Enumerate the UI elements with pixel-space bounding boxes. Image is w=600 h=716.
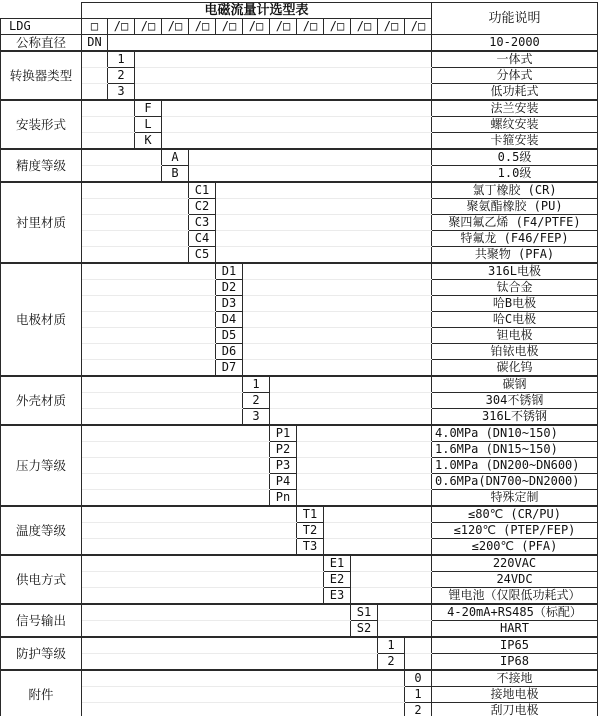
option-code: D4 xyxy=(216,312,243,328)
option-desc: ≤120℃ (PTEP/FEP) xyxy=(432,523,598,539)
filler-cell xyxy=(297,425,432,442)
option-code: P2 xyxy=(270,442,297,458)
option-desc: 螺纹安装 xyxy=(432,117,598,133)
option-desc: 特氟龙 (F46/FEP) xyxy=(432,231,598,247)
category-label: 防护等级 xyxy=(1,637,82,670)
table-title: 电磁流量计选型表 xyxy=(82,3,432,19)
filler-cell xyxy=(82,588,324,605)
option-code: 3 xyxy=(108,84,135,101)
filler-cell xyxy=(270,409,432,426)
option-code: E3 xyxy=(324,588,351,605)
option-desc: ≤80℃ (CR/PU) xyxy=(432,506,598,523)
filler-cell xyxy=(243,360,432,377)
option-code: 0 xyxy=(405,670,432,687)
corner-blank xyxy=(1,3,82,19)
filler-cell xyxy=(243,263,432,280)
filler-cell xyxy=(82,490,270,507)
filler-cell xyxy=(82,523,297,539)
filler-cell xyxy=(82,637,378,654)
option-desc: 聚氨酯橡胶 (PU) xyxy=(432,199,598,215)
filler-cell xyxy=(324,523,432,539)
category-label: 供电方式 xyxy=(1,555,82,604)
option-desc: 316L电极 xyxy=(432,263,598,280)
filler-cell xyxy=(82,687,405,703)
category-label: 温度等级 xyxy=(1,506,82,555)
option-code: E2 xyxy=(324,572,351,588)
filler-cell xyxy=(82,166,162,183)
option-desc: 一体式 xyxy=(432,51,598,68)
filler-cell xyxy=(82,263,216,280)
filler-cell xyxy=(297,442,432,458)
option-code: 2 xyxy=(243,393,270,409)
model-slot: /□ xyxy=(216,19,243,35)
filler-cell xyxy=(82,296,216,312)
option-code: P1 xyxy=(270,425,297,442)
diameter-desc: 10-2000 xyxy=(432,35,598,52)
filler-cell xyxy=(324,539,432,556)
model-slot: /□ xyxy=(405,19,432,35)
filler-cell xyxy=(108,35,432,52)
filler-cell xyxy=(378,621,432,638)
option-code: K xyxy=(135,133,162,150)
filler-cell xyxy=(82,51,108,68)
option-code: E1 xyxy=(324,555,351,572)
option-desc: 0.6MPa(DN700~DN2000) xyxy=(432,474,598,490)
filler-cell xyxy=(82,215,189,231)
filler-cell xyxy=(82,84,108,101)
option-desc: IP65 xyxy=(432,637,598,654)
option-desc: HART xyxy=(432,621,598,638)
filler-cell xyxy=(82,654,378,671)
option-desc: 0.5级 xyxy=(432,149,598,166)
model-slot: /□ xyxy=(162,19,189,35)
filler-cell xyxy=(162,100,432,117)
option-desc: 铂铱电极 xyxy=(432,344,598,360)
option-code: L xyxy=(135,117,162,133)
filler-cell xyxy=(297,474,432,490)
filler-cell xyxy=(405,637,432,654)
option-desc: 哈C电极 xyxy=(432,312,598,328)
option-code: S1 xyxy=(351,604,378,621)
option-code: P4 xyxy=(270,474,297,490)
option-code: T3 xyxy=(297,539,324,556)
function-column-header: 功能说明 xyxy=(432,3,598,35)
option-desc: 不接地 xyxy=(432,670,598,687)
filler-cell xyxy=(243,296,432,312)
option-code: 1 xyxy=(405,687,432,703)
model-slot: /□ xyxy=(351,19,378,35)
option-desc: 4-20mA+RS485（标配） xyxy=(432,604,598,621)
filler-cell xyxy=(216,247,432,264)
option-code: C4 xyxy=(189,231,216,247)
filler-cell xyxy=(216,231,432,247)
category-label: 精度等级 xyxy=(1,149,82,182)
option-desc: 共聚物 (PFA) xyxy=(432,247,598,264)
filler-cell xyxy=(324,506,432,523)
option-desc: 钽电极 xyxy=(432,328,598,344)
option-desc: 钛合金 xyxy=(432,280,598,296)
filler-cell xyxy=(82,409,243,426)
option-code: 1 xyxy=(108,51,135,68)
filler-cell xyxy=(135,68,432,84)
model-slot: /□ xyxy=(324,19,351,35)
filler-cell xyxy=(243,328,432,344)
filler-cell xyxy=(82,474,270,490)
option-desc: 接地电极 xyxy=(432,687,598,703)
filler-cell xyxy=(135,51,432,68)
model-slot: /□ xyxy=(243,19,270,35)
option-code: 2 xyxy=(378,654,405,671)
option-code: D1 xyxy=(216,263,243,280)
option-desc: ≤200℃ (PFA) xyxy=(432,539,598,556)
filler-cell xyxy=(82,344,216,360)
filler-cell xyxy=(82,280,216,296)
category-label: 安装形式 xyxy=(1,100,82,149)
option-desc: 碳钢 xyxy=(432,376,598,393)
model-slot: /□ xyxy=(378,19,405,35)
option-code: 1 xyxy=(378,637,405,654)
option-code: C2 xyxy=(189,199,216,215)
filler-cell xyxy=(351,572,432,588)
filler-cell xyxy=(82,199,189,215)
filler-cell xyxy=(82,703,405,716)
option-code: A xyxy=(162,149,189,166)
filler-cell xyxy=(351,588,432,605)
filler-cell xyxy=(378,604,432,621)
filler-cell xyxy=(82,442,270,458)
filler-cell xyxy=(135,84,432,101)
option-desc: 1.0级 xyxy=(432,166,598,183)
filler-cell xyxy=(243,344,432,360)
option-code: D2 xyxy=(216,280,243,296)
diameter-code: DN xyxy=(82,35,108,52)
option-desc: 聚四氟乙烯 (F4/PTFE) xyxy=(432,215,598,231)
model-prefix: LDG xyxy=(1,19,82,35)
model-slot: /□ xyxy=(189,19,216,35)
filler-cell xyxy=(82,100,135,117)
filler-cell xyxy=(243,280,432,296)
option-code: T2 xyxy=(297,523,324,539)
option-desc: 卡箍安装 xyxy=(432,133,598,150)
option-desc: 哈B电极 xyxy=(432,296,598,312)
selection-table xyxy=(0,2,598,716)
option-code: 2 xyxy=(108,68,135,84)
option-code: S2 xyxy=(351,621,378,638)
filler-cell xyxy=(82,133,135,150)
option-desc: 1.0MPa (DN200~DN600) xyxy=(432,458,598,474)
option-code: C3 xyxy=(189,215,216,231)
option-desc: 304不锈钢 xyxy=(432,393,598,409)
filler-cell xyxy=(82,247,189,264)
option-desc: 1.6MPa (DN15~150) xyxy=(432,442,598,458)
model-slot: /□ xyxy=(270,19,297,35)
option-desc: 特殊定制 xyxy=(432,490,598,507)
filler-cell xyxy=(270,376,432,393)
category-label: 信号输出 xyxy=(1,604,82,637)
filler-cell xyxy=(82,621,351,638)
option-desc: 刮刀电极 xyxy=(432,703,598,716)
filler-cell xyxy=(82,149,162,166)
option-code: 3 xyxy=(243,409,270,426)
option-code: 2 xyxy=(405,703,432,716)
filler-cell xyxy=(82,539,297,556)
filler-cell xyxy=(270,393,432,409)
option-code: Pn xyxy=(270,490,297,507)
option-code: P3 xyxy=(270,458,297,474)
option-desc: 锂电池（仅限低功耗式） xyxy=(432,588,598,605)
option-code: T1 xyxy=(297,506,324,523)
filler-cell xyxy=(243,312,432,328)
option-desc: 分体式 xyxy=(432,68,598,84)
category-label: 压力等级 xyxy=(1,425,82,506)
category-label: 衬里材质 xyxy=(1,182,82,263)
filler-cell xyxy=(216,199,432,215)
model-slot: /□ xyxy=(297,19,324,35)
category-label: 附件 xyxy=(1,670,82,716)
filler-cell xyxy=(405,654,432,671)
category-label: 转换器类型 xyxy=(1,51,82,100)
filler-cell xyxy=(82,328,216,344)
option-desc: 碳化钨 xyxy=(432,360,598,377)
option-desc: 24VDC xyxy=(432,572,598,588)
filler-cell xyxy=(82,670,405,687)
filler-cell xyxy=(162,117,432,133)
filler-cell xyxy=(351,555,432,572)
diameter-label: 公称直径 xyxy=(1,35,82,52)
filler-cell xyxy=(82,182,189,199)
filler-cell xyxy=(82,506,297,523)
option-desc: 法兰安装 xyxy=(432,100,598,117)
option-code: D7 xyxy=(216,360,243,377)
filler-cell xyxy=(82,117,135,133)
option-code: D5 xyxy=(216,328,243,344)
option-code: B xyxy=(162,166,189,183)
option-desc: 220VAC xyxy=(432,555,598,572)
filler-cell xyxy=(82,376,243,393)
option-code: C1 xyxy=(189,182,216,199)
filler-cell xyxy=(189,149,432,166)
option-code: D3 xyxy=(216,296,243,312)
option-desc: IP68 xyxy=(432,654,598,671)
category-label: 电极材质 xyxy=(1,263,82,376)
filler-cell xyxy=(82,312,216,328)
option-code: F xyxy=(135,100,162,117)
option-code: C5 xyxy=(189,247,216,264)
filler-cell xyxy=(216,182,432,199)
filler-cell xyxy=(216,215,432,231)
option-code: D6 xyxy=(216,344,243,360)
option-desc: 4.0MPa (DN10~150) xyxy=(432,425,598,442)
filler-cell xyxy=(82,360,216,377)
model-first-slot-box: □ xyxy=(82,19,108,35)
option-desc: 316L不锈钢 xyxy=(432,409,598,426)
option-code: 1 xyxy=(243,376,270,393)
model-slot: /□ xyxy=(108,19,135,35)
filler-cell xyxy=(82,393,243,409)
filler-cell xyxy=(82,231,189,247)
option-desc: 氯丁橡胶 (CR) xyxy=(432,182,598,199)
filler-cell xyxy=(189,166,432,183)
filler-cell xyxy=(82,425,270,442)
filler-cell xyxy=(297,458,432,474)
option-desc: 低功耗式 xyxy=(432,84,598,101)
model-slot: /□ xyxy=(135,19,162,35)
filler-cell xyxy=(82,458,270,474)
category-label: 外壳材质 xyxy=(1,376,82,425)
filler-cell xyxy=(162,133,432,150)
filler-cell xyxy=(82,604,351,621)
filler-cell xyxy=(297,490,432,507)
filler-cell xyxy=(82,572,324,588)
filler-cell xyxy=(82,68,108,84)
filler-cell xyxy=(82,555,324,572)
